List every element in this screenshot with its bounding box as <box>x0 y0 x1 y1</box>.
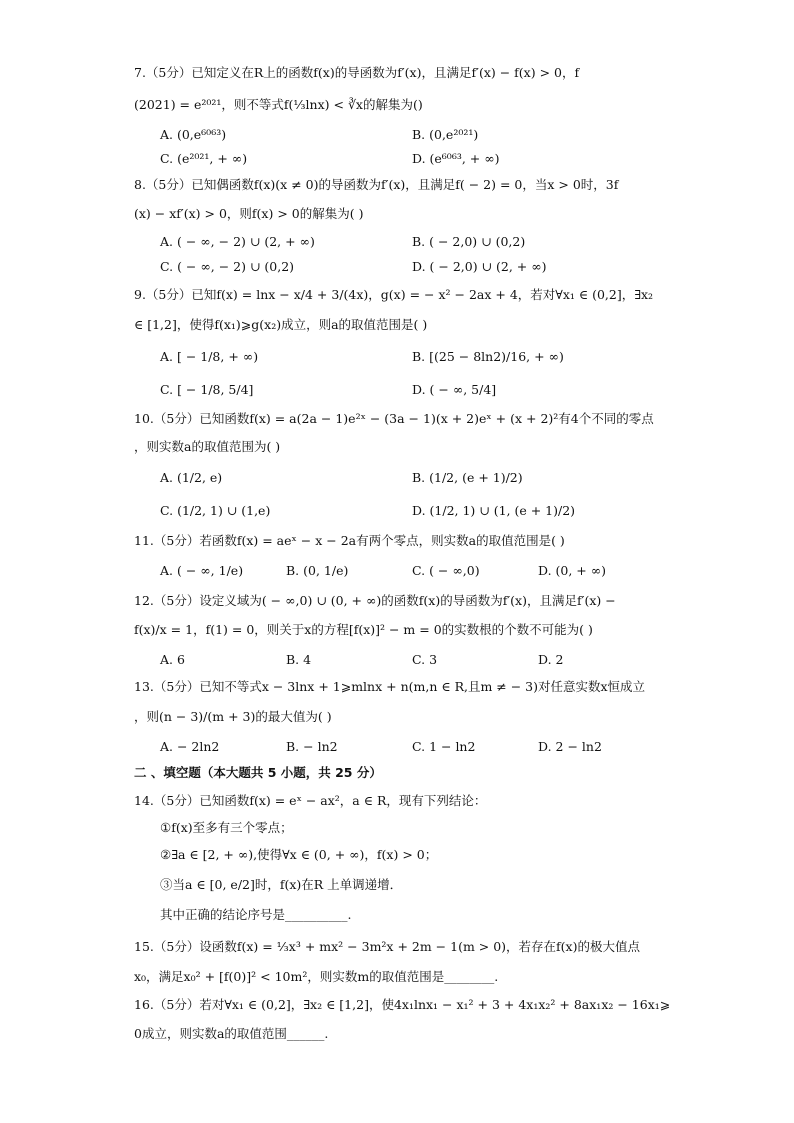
q12-stem-line2: f(x)/x = 1，f(1) = 0，则关于x的方程[f(x)]² − m = 0的实数根的个数不可能为( ) <box>134 622 593 637</box>
q11-stem-line1: 11.（5分）若函数f(x) = aeˣ − x − 2a有两个零点，则实数a的取值范围是( ) <box>134 533 565 548</box>
q8-option-b: B. ( − 2,0) ∪ (0,2) <box>412 234 526 249</box>
q11-option-b: B. (0, 1/e) <box>286 563 349 578</box>
q10-option-c: C. (1/2, 1) ∪ (1,e) <box>160 503 271 518</box>
q12-option-a: A. 6 <box>160 652 185 667</box>
q12-option-d: D. 2 <box>538 652 564 667</box>
q11-option-c: C. ( − ∞,0) <box>412 563 480 578</box>
q14-statement-2: ②∃a ∈ [2, + ∞),使得∀x ∈ (0, + ∞)，f(x) > 0； <box>160 847 438 862</box>
q7-stem-line2: (2021) = e²⁰²¹，则不等式f(⅓lnx) < ∛x的解集为() <box>134 97 423 112</box>
q13-stem-line1: 13.（5分）已知不等式x − 3lnx + 1⩾mlnx + n(m,n ∈ R,且m ≠ − 3)对任意实数x恒成立 <box>134 679 646 694</box>
section-heading-fill-in: 二 、填空题（本大题共 5 小题，共 25 分） <box>134 765 382 780</box>
q13-stem-line2: ，则(n − 3)/(m + 3)的最大值为( ) <box>134 709 332 724</box>
q8-stem-line1: 8.（5分）已知偶函数f(x)(x ≠ 0)的导函数为f′(x)，且满足f( − 2) = 0，当x > 0时，3f <box>134 177 619 192</box>
q16-stem-line2: 0成立，则实数a的取值范围______. <box>134 1026 329 1041</box>
q9-option-c: C. [ − 1/8, 5/4] <box>160 382 254 397</box>
q13-option-d: D. 2 − ln2 <box>538 739 602 754</box>
q12-option-c: C. 3 <box>412 652 438 667</box>
q8-option-c: C. ( − ∞, − 2) ∪ (0,2) <box>160 259 295 274</box>
q14-statement-3: ③当a ∈ [0, e/2]时，f(x)在R 上单调递增． <box>160 877 403 892</box>
q9-stem-line1: 9.（5分）已知f(x) = lnx − x/4 + 3/(4x)，g(x) = − x² − 2ax + 4，若对∀x₁ ∈ (0,2]，∃x₂ <box>134 287 654 302</box>
q13-option-c: C. 1 − ln2 <box>412 739 476 754</box>
q14-answer-blank: 其中正确的结论序号是__________. <box>160 907 352 922</box>
q11-option-d: D. (0, + ∞) <box>538 563 607 578</box>
q9-option-a: A. [ − 1/8, + ∞) <box>160 349 259 364</box>
q13-option-a: A. − 2ln2 <box>160 739 220 754</box>
q14-statement-1: ①f(x)至多有三个零点； <box>160 820 293 835</box>
q11-option-a: A. ( − ∞, 1/e) <box>160 563 244 578</box>
q8-option-a: A. ( − ∞, − 2) ∪ (2, + ∞) <box>160 234 315 249</box>
q13-option-b: B. − ln2 <box>286 739 338 754</box>
q10-stem-line2: ，则实数a的取值范围为( ) <box>134 439 281 454</box>
q10-stem-line1: 10.（5分）已知函数f(x) = a(2a − 1)e²ˣ − (3a − 1)(x + 2)eˣ + (x + 2)²有4个不同的零点 <box>134 411 654 426</box>
q10-option-d: D. (1/2, 1) ∪ (1, (e + 1)/2) <box>412 503 576 518</box>
q8-option-d: D. ( − 2,0) ∪ (2, + ∞) <box>412 259 547 274</box>
q7-option-a: A. (0,e⁶⁰⁶³) <box>160 127 227 142</box>
q12-option-b: B. 4 <box>286 652 312 667</box>
q16-stem-line1: 16.（5分）若对∀x₁ ∈ (0,2]，∃x₂ ∈ [1,2]，使4x₁lnx₁ − x₁² + 3 + 4x₁x₂² + 8ax₁x₂ − 16x₁⩾ <box>134 997 671 1012</box>
q9-stem-line2: ∈ [1,2]，使得f(x₁)⩾g(x₂)成立，则a的取值范围是( ) <box>134 317 428 332</box>
q7-option-c: C. (e²⁰²¹, + ∞) <box>160 151 248 166</box>
q8-stem-line2: (x) − xf′(x) > 0，则f(x) > 0的解集为( ) <box>134 206 364 221</box>
q7-option-d: D. (e⁶⁰⁶³, + ∞) <box>412 151 500 166</box>
q15-stem-line1: 15.（5分）设函数f(x) = ⅓x³ + mx² − 3m²x + 2m − 1(m > 0)，若存在f(x)的极大值点 <box>134 939 640 954</box>
q10-option-a: A. (1/2, e) <box>160 470 223 485</box>
q15-stem-line2: x₀，满足x₀² + [f(0)]² < 10m²，则实数m的取值范围是________. <box>134 969 499 984</box>
q10-option-b: B. (1/2, (e + 1)/2) <box>412 470 523 485</box>
q7-stem-line1: 7.（5分）已知定义在R上的函数f(x)的导函数为f′(x)，且满足f′(x) − f(x) > 0，f <box>134 65 580 80</box>
q12-stem-line1: 12.（5分）设定义域为( − ∞,0) ∪ (0, + ∞)的函数f(x)的导函数为f′(x)，且满足f′(x) − <box>134 593 616 608</box>
q9-option-d: D. ( − ∞, 5/4] <box>412 382 497 397</box>
q7-option-b: B. (0,e²⁰²¹) <box>412 127 479 142</box>
q9-option-b: B. [(25 − 8ln2)/16, + ∞) <box>412 349 564 364</box>
q14-stem-line1: 14.（5分）已知函数f(x) = eˣ − ax²，a ∈ R，现有下列结论： <box>134 793 487 808</box>
